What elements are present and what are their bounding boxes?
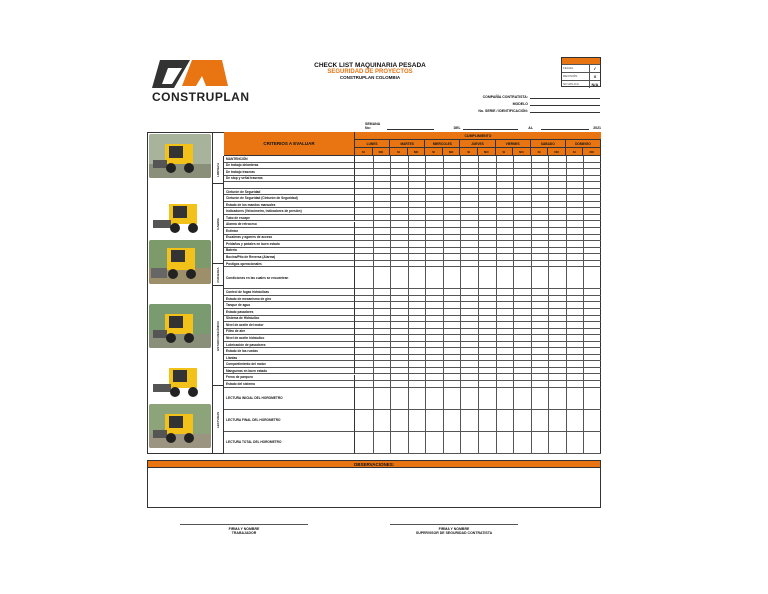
grid-divider <box>548 156 549 454</box>
criteria-row: Extintor <box>224 228 355 235</box>
si-header: SI <box>566 148 584 156</box>
criteria-row: Bocina/Pito de Reversa (Alarma) <box>224 254 355 261</box>
criteria-row: LECTURA INICIAL DEL HOROMETRO <box>224 388 355 410</box>
skid-steer-image <box>149 134 211 178</box>
criteria-row: Nivel de aceite hidráulico <box>224 335 355 342</box>
criteria-row: Estado de mecanismo de giro <box>224 296 355 303</box>
legend-value: ✓ <box>593 66 597 71</box>
day-header: SABADO <box>531 140 566 148</box>
criteria-row: Condiciones en las cuales se encuentran <box>224 267 355 289</box>
criteria-row: Nivel de aceite del motor <box>224 322 355 329</box>
grid-divider <box>531 156 532 454</box>
no-header: NO <box>408 148 426 156</box>
criteria-row: Filtro de aire <box>224 329 355 336</box>
legend-box <box>561 57 601 87</box>
day-header: MARTES <box>390 140 425 148</box>
criteria-row: Compartimiento del motor <box>224 361 355 368</box>
day-header: MIERCOLES <box>425 140 460 148</box>
observations-field[interactable] <box>147 468 601 508</box>
grid-divider <box>390 156 391 454</box>
section-limpieza: LIMPIEZA <box>213 156 224 184</box>
criteria-row: Peldaños y pedales en buen estado <box>224 241 355 248</box>
criteria-row: Postigos operacionales <box>224 261 355 268</box>
week-input[interactable] <box>387 126 433 130</box>
criteria-row: Estado pasadores <box>224 309 355 316</box>
grid-divider <box>513 156 514 454</box>
grid-divider <box>460 156 461 454</box>
grid-divider <box>583 156 584 454</box>
skid-steer-image <box>149 304 211 348</box>
si-header: SI <box>460 148 478 156</box>
grid-divider <box>443 156 444 454</box>
day-header: JUEVES <box>460 140 495 148</box>
criteria-row <box>224 182 355 189</box>
from-label: DEL <box>453 126 461 130</box>
criteria-row: Escaleras y agarres de acceso <box>224 235 355 242</box>
skid-steer-image <box>149 194 211 238</box>
worker-signature[interactable]: FIRMA Y NOMBRE TRABAJADOR <box>180 524 308 535</box>
criteria-row: Tubo de escape <box>224 215 355 222</box>
legend-label: REVISIÓN <box>562 73 590 80</box>
grid-divider <box>566 156 567 454</box>
form-subtitle: SEGURIDAD DE PROYECTOS <box>327 69 413 75</box>
si-header: SI <box>531 148 549 156</box>
criteria-row: Control de fugas hidráulicas <box>224 289 355 296</box>
criteria-row: De trabajo delanteras <box>224 163 355 170</box>
to-label: AL <box>528 126 533 130</box>
criteria-row: Freno de parqueo <box>224 375 355 382</box>
section-lecturas: LECTURAS <box>213 386 224 454</box>
no-header: NO <box>373 148 391 156</box>
model-field[interactable]: MODELO <box>513 102 600 106</box>
legend-value: N/A <box>591 82 599 87</box>
legend-value: X <box>593 74 597 79</box>
criteria-row: MANTENCIÓN <box>224 156 355 163</box>
legend-label: NO APLICA <box>562 81 590 88</box>
no-header: NO <box>478 148 496 156</box>
no-header: NO <box>513 148 531 156</box>
criteria-row: De trabajo traseras <box>224 169 355 176</box>
title-block <box>300 62 440 80</box>
criteria-row: LECTURA FINAL DEL HOROMETRO <box>224 410 355 432</box>
legend-label: FECHA <box>562 65 590 72</box>
form-title: CHECK LIST MAQUINARIA PESADA <box>314 62 426 69</box>
criteria-row: Llantas <box>224 355 355 362</box>
grid-divider <box>373 156 374 454</box>
criteria-row: Cinturón de Seguridad (Cinturón de Seguridad) <box>224 195 355 202</box>
week-row <box>365 122 601 130</box>
criteria-row: Batería <box>224 248 355 255</box>
si-header: SI <box>496 148 514 156</box>
contractor-field[interactable]: COMPAÑÍA CONTRATISTA: <box>483 95 600 99</box>
no-header: NO <box>548 148 566 156</box>
grid-divider <box>425 156 426 454</box>
week-label: SEMANA No: <box>365 122 381 130</box>
criteria-row: Sistema de Hidráulico <box>224 316 355 323</box>
criteria-row: Tanque de agua <box>224 302 355 309</box>
criteria-row: Alarma de retroceso <box>224 222 355 229</box>
year-value: 2021 <box>593 126 601 130</box>
si-header: SI <box>355 148 373 156</box>
grid-divider <box>478 156 479 454</box>
no-header: NO <box>443 148 461 156</box>
si-header: SI <box>390 148 408 156</box>
criteria-row: Estado de los mandos manuales <box>224 202 355 209</box>
si-header: SI <box>425 148 443 156</box>
skid-steer-image <box>149 404 211 448</box>
serial-field[interactable]: No. SERIE / IDENTIFICACIÓN: <box>478 109 600 113</box>
from-input[interactable] <box>463 126 519 130</box>
criteria-row: LECTURA TOTAL DEL HOROMETRO <box>224 432 355 454</box>
section-estado-mecanico: ESTADO MECÁNICO <box>213 286 224 386</box>
criteria-row: Estado del sistema <box>224 381 355 388</box>
section-cuchara: CUCHARA <box>213 264 224 286</box>
logo-text: CONSTRUPLAN <box>152 90 250 104</box>
criteria-row: Indicadores (Velocímetro, Indicadores de presión) <box>224 208 355 215</box>
criteria-row: Lubricación de pasadores <box>224 342 355 349</box>
criteria-row: Cinturón de Seguridad <box>224 189 355 196</box>
company-name: CONSTRUPLAN COLOMBIA <box>339 75 401 80</box>
machine-photos-column <box>147 132 213 454</box>
criteria-row: De stop y señal traseras <box>224 176 355 183</box>
section-cabina: CABINA <box>213 184 224 264</box>
observations-header: OBSERVACIONES: <box>147 460 601 468</box>
supervisor-signature[interactable]: FIRMA Y NOMBRE SUPERVISOR DE SEGURIDAD CONTRATISTA <box>390 524 518 535</box>
no-header: NO <box>583 148 601 156</box>
criteria-row: Estado de las ruedas <box>224 348 355 355</box>
grid-divider <box>408 156 409 454</box>
day-header: DOMINGO <box>566 140 601 148</box>
day-header: VIERNES <box>496 140 531 148</box>
day-header: LUNES <box>355 140 390 148</box>
skid-steer-image <box>149 240 211 284</box>
criteria-header: CRITERIOS A EVALUAR <box>224 132 355 156</box>
skid-steer-image <box>149 358 211 402</box>
grid-divider <box>496 156 497 454</box>
compliance-header: CUMPLIMIENTO <box>355 132 601 140</box>
criteria-row: Mangueras en buen estado <box>224 368 355 375</box>
to-input[interactable] <box>541 126 589 130</box>
